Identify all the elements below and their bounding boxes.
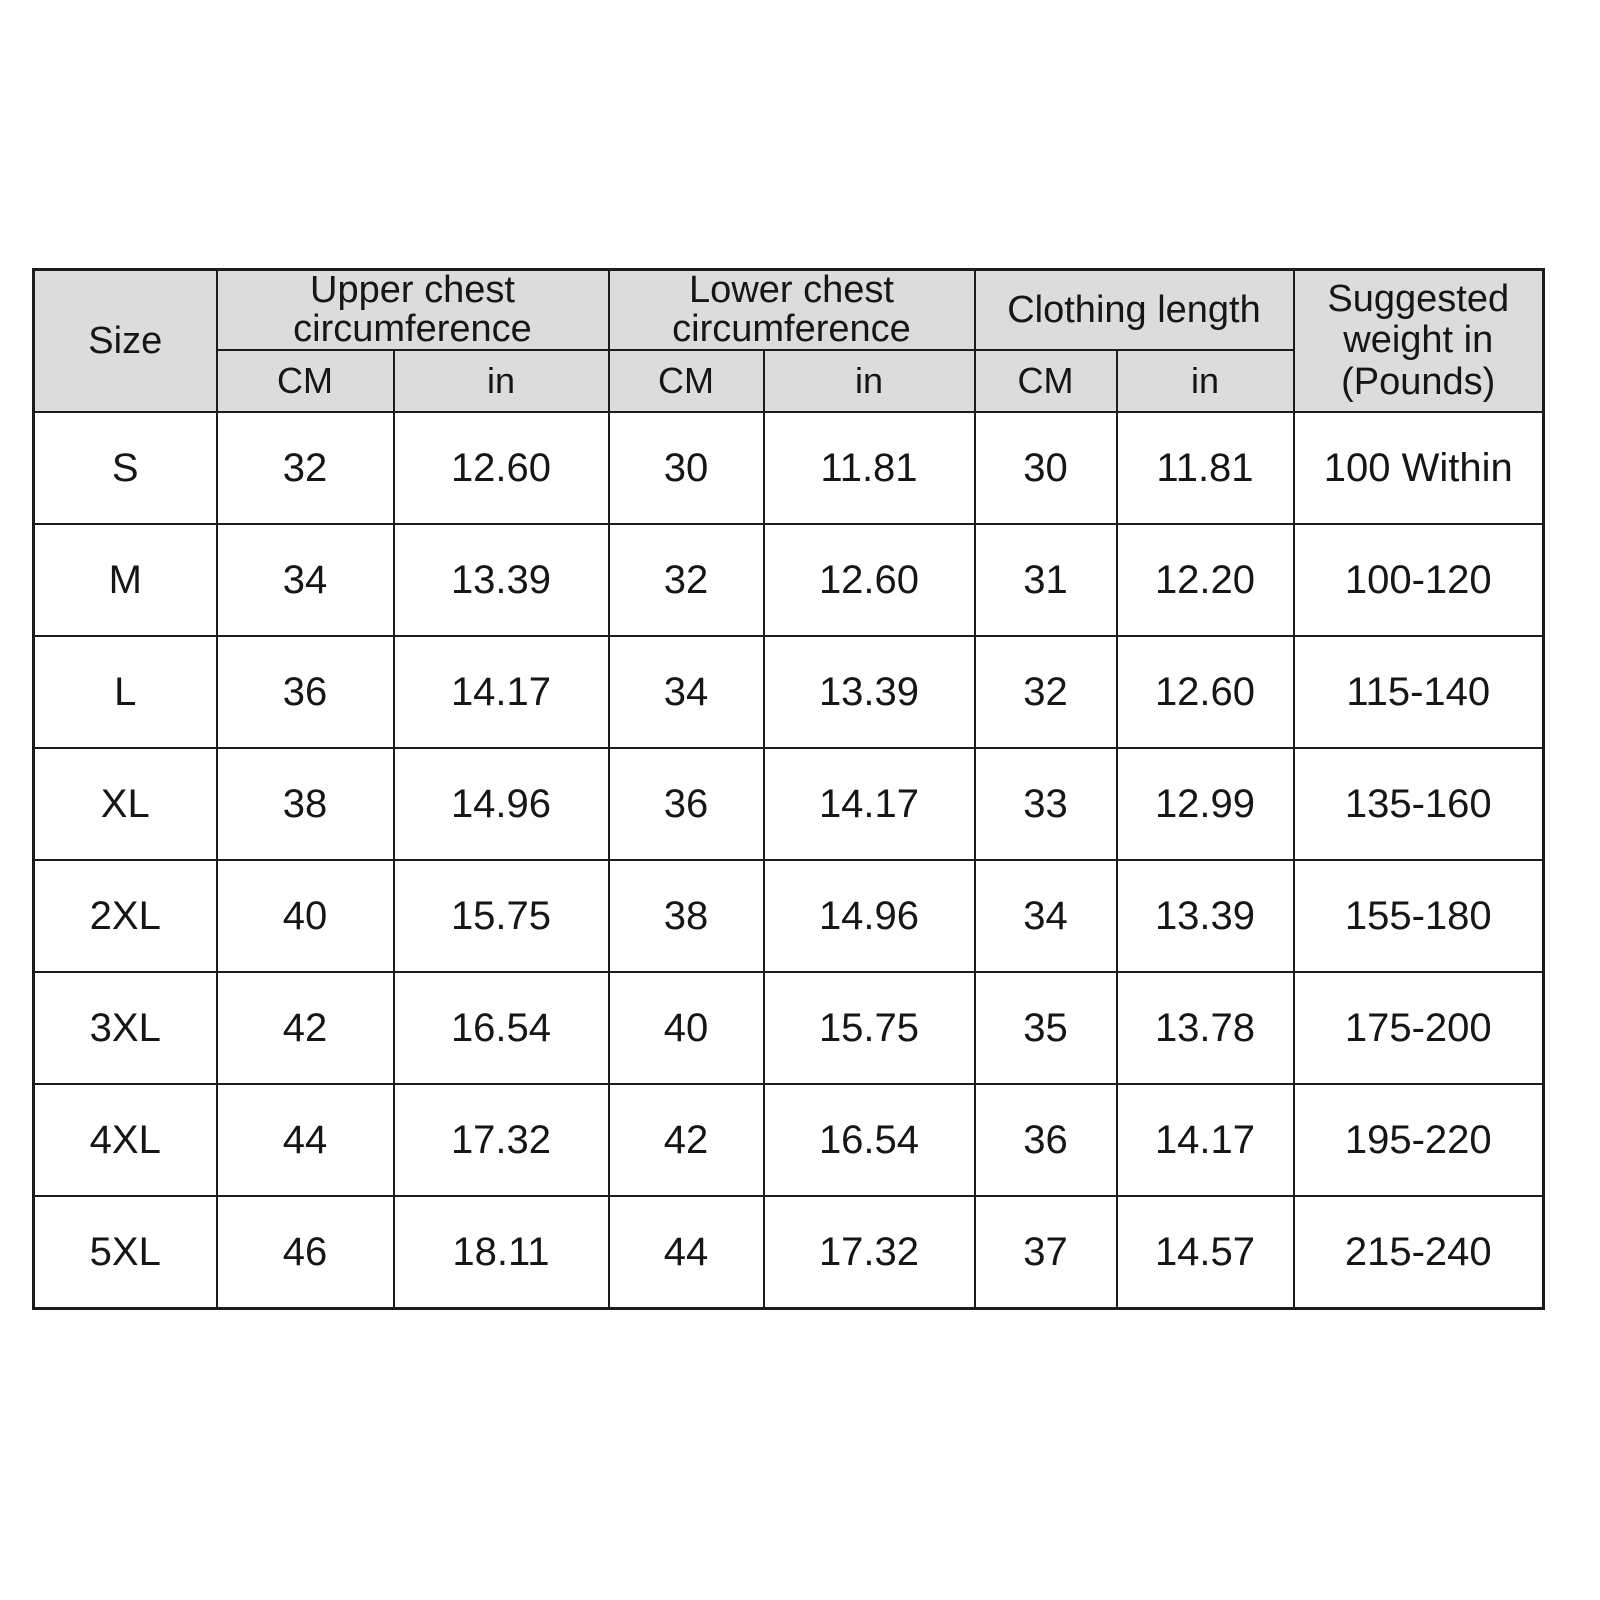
table-row xyxy=(34,972,1544,1084)
table-row xyxy=(34,412,1544,524)
cell-upper-in: 14.96 xyxy=(394,748,609,860)
cell-length-in: 14.17 xyxy=(1117,1084,1294,1196)
cell-lower-cm: 34 xyxy=(609,636,764,748)
cell-size: XL xyxy=(34,748,217,860)
header-lower-in: in xyxy=(764,350,975,412)
header-lower-cm: CM xyxy=(609,350,764,412)
cell-lower-cm: 40 xyxy=(609,972,764,1084)
cell-lower-in: 17.32 xyxy=(764,1196,975,1309)
cell-length-in: 13.78 xyxy=(1117,972,1294,1084)
cell-lower-cm: 30 xyxy=(609,412,764,524)
cell-size: L xyxy=(34,636,217,748)
cell-size: 3XL xyxy=(34,972,217,1084)
cell-size: S xyxy=(34,412,217,524)
cell-length-in: 12.99 xyxy=(1117,748,1294,860)
header-weight xyxy=(1294,270,1544,413)
cell-length-cm: 35 xyxy=(975,972,1117,1084)
header-upper-in: in xyxy=(394,350,609,412)
cell-upper-in: 16.54 xyxy=(394,972,609,1084)
table-body xyxy=(34,412,1544,1309)
table-row xyxy=(34,748,1544,860)
cell-length-cm: 34 xyxy=(975,860,1117,972)
header-group-row xyxy=(34,270,1544,351)
size-chart-table xyxy=(32,268,1545,1310)
header-upper-cm: CM xyxy=(217,350,394,412)
cell-upper-cm: 36 xyxy=(217,636,394,748)
cell-length-in: 12.20 xyxy=(1117,524,1294,636)
table-row xyxy=(34,860,1544,972)
cell-upper-cm: 46 xyxy=(217,1196,394,1309)
cell-weight: 155-180 xyxy=(1294,860,1544,972)
cell-lower-in: 14.17 xyxy=(764,748,975,860)
cell-weight: 175-200 xyxy=(1294,972,1544,1084)
cell-weight: 215-240 xyxy=(1294,1196,1544,1309)
cell-size: M xyxy=(34,524,217,636)
header-length-cm: CM xyxy=(975,350,1117,412)
header-length-in: in xyxy=(1117,350,1294,412)
cell-lower-in: 11.81 xyxy=(764,412,975,524)
cell-upper-cm: 42 xyxy=(217,972,394,1084)
cell-upper-cm: 34 xyxy=(217,524,394,636)
cell-weight: 100 Within xyxy=(1294,412,1544,524)
table-row xyxy=(34,1196,1544,1309)
cell-lower-in: 16.54 xyxy=(764,1084,975,1196)
cell-lower-cm: 32 xyxy=(609,524,764,636)
cell-upper-in: 13.39 xyxy=(394,524,609,636)
cell-size: 4XL xyxy=(34,1084,217,1196)
cell-weight: 100-120 xyxy=(1294,524,1544,636)
cell-weight: 195-220 xyxy=(1294,1084,1544,1196)
header-lower-chest xyxy=(609,270,975,351)
cell-length-cm: 30 xyxy=(975,412,1117,524)
cell-length-in: 11.81 xyxy=(1117,412,1294,524)
cell-upper-cm: 44 xyxy=(217,1084,394,1196)
cell-lower-cm: 36 xyxy=(609,748,764,860)
table-row xyxy=(34,524,1544,636)
table-row xyxy=(34,636,1544,748)
cell-lower-cm: 44 xyxy=(609,1196,764,1309)
cell-lower-in: 13.39 xyxy=(764,636,975,748)
cell-lower-cm: 38 xyxy=(609,860,764,972)
cell-weight: 135-160 xyxy=(1294,748,1544,860)
cell-weight: 115-140 xyxy=(1294,636,1544,748)
cell-length-cm: 36 xyxy=(975,1084,1117,1196)
cell-length-in: 12.60 xyxy=(1117,636,1294,748)
cell-upper-in: 14.17 xyxy=(394,636,609,748)
cell-upper-in: 15.75 xyxy=(394,860,609,972)
cell-length-cm: 32 xyxy=(975,636,1117,748)
header-clothing-length: Clothing length xyxy=(975,270,1294,351)
cell-upper-cm: 32 xyxy=(217,412,394,524)
table-header xyxy=(34,270,1544,413)
cell-upper-in: 18.11 xyxy=(394,1196,609,1309)
header-upper-chest-label: Upper chest circumference xyxy=(293,269,532,350)
cell-lower-in: 15.75 xyxy=(764,972,975,1084)
cell-size: 5XL xyxy=(34,1196,217,1309)
cell-upper-cm: 40 xyxy=(217,860,394,972)
header-weight-label: Suggested weight in (Pounds) xyxy=(1327,278,1510,403)
cell-length-cm: 37 xyxy=(975,1196,1117,1309)
cell-upper-cm: 38 xyxy=(217,748,394,860)
cell-lower-in: 14.96 xyxy=(764,860,975,972)
cell-length-in: 14.57 xyxy=(1117,1196,1294,1309)
cell-length-in: 13.39 xyxy=(1117,860,1294,972)
header-upper-chest xyxy=(217,270,609,351)
header-lower-chest-label: Lower chest circumference xyxy=(672,269,911,350)
cell-length-cm: 33 xyxy=(975,748,1117,860)
cell-size: 2XL xyxy=(34,860,217,972)
table-row xyxy=(34,1084,1544,1196)
cell-upper-in: 12.60 xyxy=(394,412,609,524)
cell-lower-in: 12.60 xyxy=(764,524,975,636)
cell-upper-in: 17.32 xyxy=(394,1084,609,1196)
cell-length-cm: 31 xyxy=(975,524,1117,636)
header-size: Size xyxy=(34,270,217,413)
cell-lower-cm: 42 xyxy=(609,1084,764,1196)
